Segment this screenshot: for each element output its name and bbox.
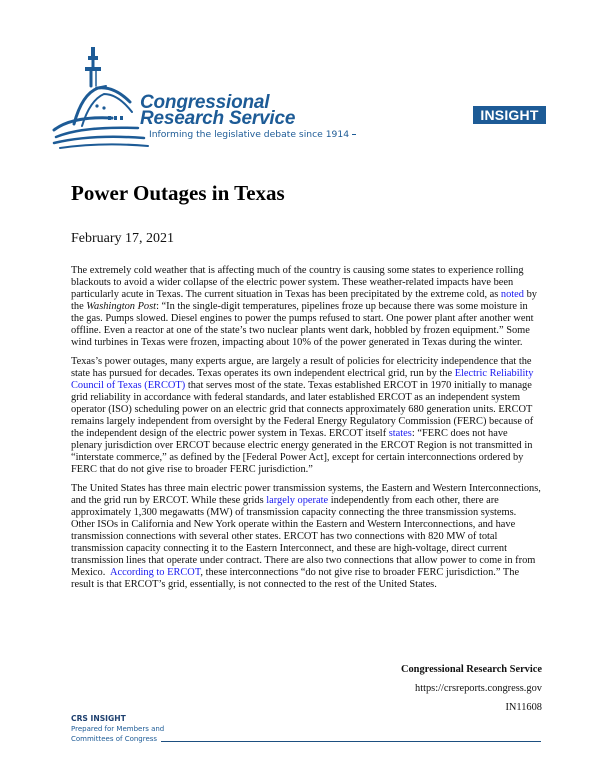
link-largely-operate[interactable]: largely operate [266,495,329,506]
page-title: Power Outages in Texas [71,181,285,205]
logo-tagline-text: Informing the legislative debate since 1914 [149,129,350,140]
logo-wordmark [140,92,296,129]
signature-url[interactable]: https://crsreports.congress.gov [415,683,542,694]
paragraph-text: The United States has three main electric power transmission systems, the Eastern and Western Interconnections, and the grid run by ERCOT. While these grids [71,483,541,506]
paragraph-1 [71,265,541,349]
tagline-rule [352,134,356,135]
footer-line-1: Prepared for Members and [71,725,165,733]
link-states[interactable]: states [388,428,412,439]
paragraph-text: Texas’s power outages, many experts argue, are largely a result of policies for electricity independence that the state has pursued for decades. Texas operates its own independent electrical grid, run by the [71,356,532,379]
link-according-to-ercot[interactable]: According to ERCOT [109,567,201,578]
footer-line-2: Committees of Congress [71,735,158,743]
link-noted[interactable]: noted [500,289,524,300]
logo-name-line1: Congressional [140,92,270,113]
link-ercot[interactable]: Electric Reliability Council of Texas (ERCOT) [71,368,534,391]
paragraph-text: by the [71,289,537,312]
paragraph-2 [71,356,541,476]
footer-rule [161,741,541,742]
logo-name-line2: Research Service [140,108,296,129]
footer-label: CRS INSIGHT [71,714,126,723]
document-body [71,265,541,598]
publication-name: Washington Post [86,301,157,312]
paragraph-3 [71,483,541,591]
crs-logo [52,42,352,150]
logo-tagline [149,129,356,140]
publication-date: February 17, 2021 [71,231,175,246]
paragraph-text: : “In the single-digit temperatures, pipelines froze up because there was some moisture in the gas. Pumps slowed. Diesel engines to power the pumps refused to start. One power plant after another went offline. Even a reactor at one of the state’s two nuclear plants went dark, hobbled by frozen equipment.” Some wind turbines in Texas were frozen, impacting about 10% of the power generated in Texas during the winter. [71,301,534,348]
paragraph-text: that serves most of the state. Texas established ERCOT in 1970 initially to manage grid reliability in accordance with federal standards, and later established ERCOT as an independent system operator (ISO) scheduling power on an electric grid that connects approximately 680 generation units. ERCOT remains largely independent from oversight by the Federal Energy Regulatory Commission (FERC) because of the independent design of the electric power system in Texas. ERCOT itself [71,380,534,439]
insight-badge: INSIGHT [473,106,546,124]
capitol-dome-icon [52,42,152,150]
paragraph-text: The extremely cold weather that is affecting much of the country is causing some states to experience rolling blackouts to avoid a wider collapse of the electric power system. These weather-related impacts have been particularly acute in Texas. The current situation in Texas has been precipitated by the extreme cold, as [71,265,524,300]
footer [71,714,551,744]
signature-org: Congressional Research Service [400,664,542,675]
signature-block [401,660,542,717]
paragraph-text: , these interconnections “do not give rise to broader FERC jurisdiction.” The result is that ERCOT’s grid, essentially, is not connected to the rest of the United States. [71,567,520,590]
paragraph-text: independently from each other, there are approximately 1,300 megawatts (MW) of transmission capacity connecting the three transmission systems. Other ISOs in California and New York operate within the Eastern and Western Interconnections, and have transmission connections with several other states. ERCOT has two connections with 820 MW of total transmission capacity connecting it to the Eastern Interconnect, and these are high-voltage, direct current transmission lines that operate under contract. There are also two connections that allow power to come in from Mexico. [71,495,536,578]
paragraph-text: : “FERC does not have plenary jurisdiction over ERCOT because electric energy generated in the ERCOT Region is not transmitted in “interstate commerce,” as defined by the [Federal Power Act], except for certain interconnections ordered by FERC that do not give rise to broader FERC jurisdiction.” [71,428,533,475]
report-id: IN11608 [505,702,542,713]
